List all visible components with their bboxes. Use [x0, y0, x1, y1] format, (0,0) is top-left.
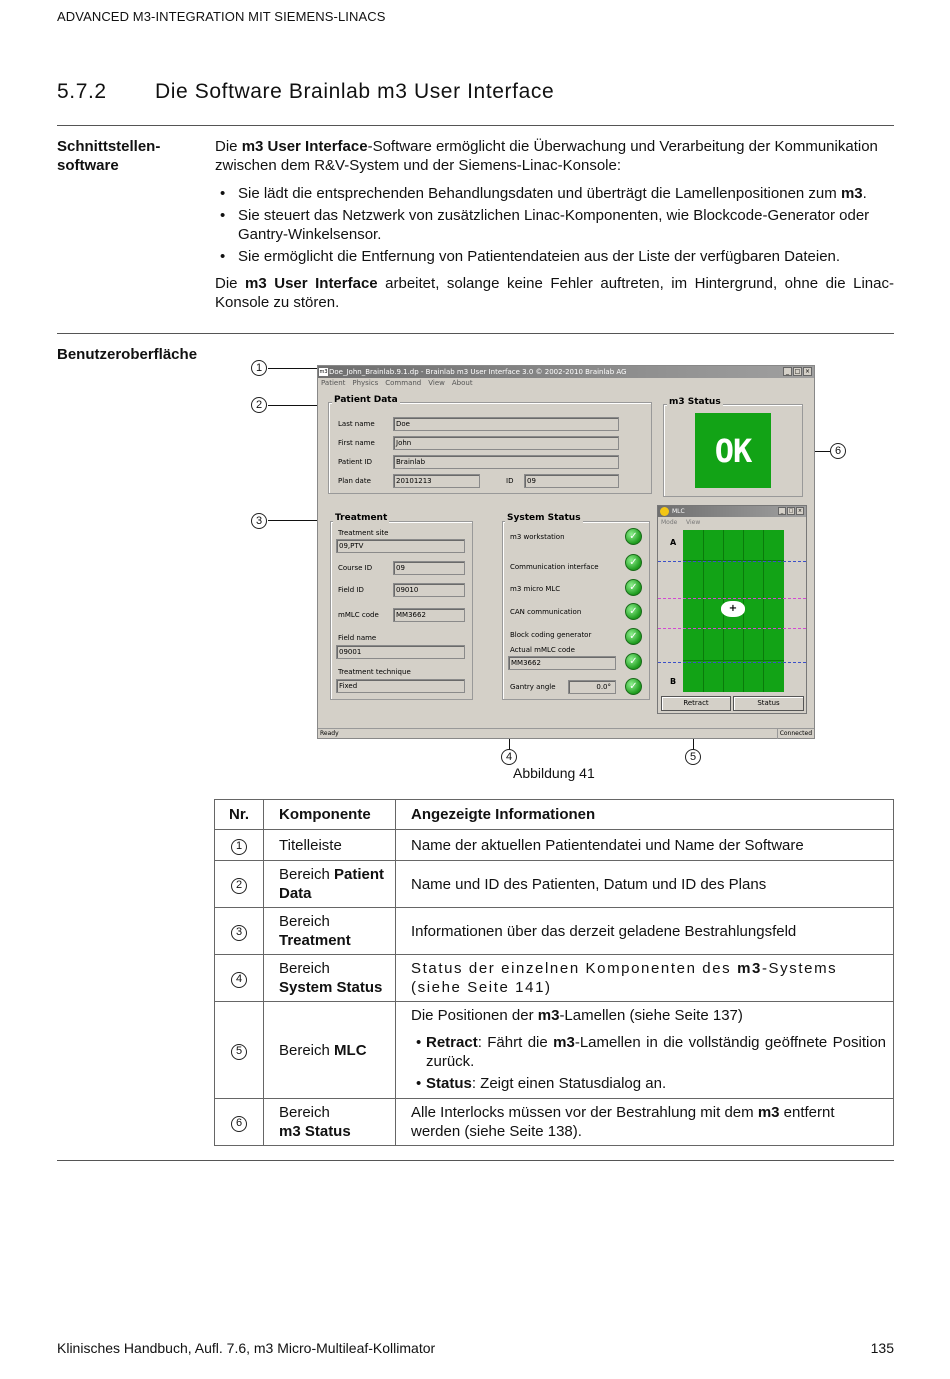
- status-button[interactable]: Status: [733, 696, 804, 711]
- text: Bereich: [279, 866, 335, 883]
- treatment-site-field[interactable]: 09,PTV: [336, 539, 465, 553]
- text: Alle Interlocks müssen vor der Bestrahlung mit dem: [411, 1104, 758, 1121]
- last-name-field[interactable]: Doe: [393, 417, 619, 431]
- patient-id-field[interactable]: Brainlab: [393, 455, 619, 469]
- table-row: [215, 908, 894, 955]
- side-heading-line: software: [57, 157, 119, 174]
- sun-icon: [660, 507, 669, 516]
- app-title: Doe_John_Brainlab.9.1.dp - Brainlab m3 User Interface 3.0 © 2002-2010 Brainlab AG: [329, 368, 627, 376]
- table-row: [215, 955, 894, 1002]
- mlc-leaf-field: [683, 530, 784, 692]
- first-name-field[interactable]: John: [393, 436, 619, 450]
- text: Status der einzelnen Komponenten des: [411, 960, 738, 977]
- divider: [57, 1160, 894, 1161]
- close-icon[interactable]: ×: [804, 368, 811, 375]
- patient-id-label: Patient ID: [338, 458, 373, 466]
- callout-1: 1: [251, 360, 267, 376]
- minimize-icon[interactable]: _: [783, 367, 792, 376]
- component-cell: [264, 861, 396, 908]
- callout-6: 6: [830, 443, 846, 459]
- side-heading-line: Schnittstellen-: [57, 138, 161, 155]
- list-item: [215, 184, 894, 203]
- list-item: [215, 206, 894, 244]
- check-ok-icon: ✓: [625, 528, 642, 545]
- info-cell: Name und ID des Patienten, Datum und ID des Plans: [396, 861, 894, 908]
- crosshair-icon: +: [721, 601, 745, 617]
- callout-4: 4: [501, 749, 517, 765]
- field-id-field[interactable]: 09010: [393, 583, 465, 597]
- mmlc-code-label: mMLC code: [338, 611, 379, 619]
- callout-3: 3: [251, 513, 267, 529]
- retract-button[interactable]: Retract: [661, 696, 731, 711]
- check-ok-icon: ✓: [625, 653, 642, 670]
- check-ok-icon: ✓: [625, 554, 642, 571]
- callout-number: 6: [231, 1116, 247, 1132]
- mlc-bank-b-label: B: [670, 677, 677, 686]
- field-id-label: Field ID: [338, 586, 364, 594]
- component-cell: [264, 908, 396, 955]
- text-bold: m3: [737, 960, 762, 977]
- plan-date-field[interactable]: 20101213: [393, 474, 480, 488]
- last-name-label: Last name: [338, 420, 375, 428]
- info-cell: Name der aktuellen Patientendatei und Name der Software: [396, 830, 894, 861]
- text-bold: m3: [537, 1006, 560, 1024]
- menu-patient[interactable]: Patient: [321, 379, 346, 387]
- leaf-guide-line: [658, 662, 806, 663]
- check-ok-icon: ✓: [625, 628, 642, 645]
- gantry-angle-label: Gantry angle: [510, 683, 556, 691]
- components-table: [214, 799, 894, 1146]
- table-header-row: [215, 800, 894, 830]
- text: -Lamellen (siehe Seite 137): [559, 1006, 743, 1024]
- section-heading: Die Software Brainlab m3 User Interface: [155, 80, 555, 103]
- text: Die: [215, 275, 246, 292]
- check-ok-icon: ✓: [625, 678, 642, 695]
- row-number: [215, 955, 264, 1002]
- m3-user-interface-screenshot: [317, 365, 815, 739]
- text: Bereich: [279, 1104, 330, 1121]
- section-number: 5.7.2: [57, 80, 107, 103]
- callout-5: 5: [685, 749, 701, 765]
- text: Die: [215, 138, 242, 155]
- callout-number: 4: [231, 972, 247, 988]
- header-nr: Nr.: [215, 800, 264, 830]
- text: Sie lädt die entsprechenden Behandlungsdaten und überträgt die Lamellenpositionen zum: [238, 185, 841, 202]
- table-row: [215, 830, 894, 861]
- text: -Systems (siehe Seite 141): [411, 960, 838, 996]
- text-bold: Treatment: [279, 932, 351, 949]
- callout-number: 5: [231, 1044, 247, 1060]
- leaf-guide-line: [658, 598, 806, 599]
- text-bold: m3: [757, 1104, 780, 1121]
- close-icon[interactable]: ×: [797, 508, 803, 514]
- actual-mmlc-label: Actual mMLC code: [510, 646, 575, 654]
- mlc-window-controls: [778, 507, 804, 515]
- text-bold: Patient Data: [279, 866, 385, 902]
- title-bar: [318, 366, 814, 378]
- mlc-window: [657, 505, 807, 714]
- table-row: [215, 861, 894, 908]
- list-item: [215, 247, 894, 266]
- component-cell: [264, 1002, 396, 1099]
- feature-list: [215, 184, 894, 266]
- info-cell: [396, 1002, 894, 1099]
- divider: [57, 333, 894, 334]
- leaf-guide-line: [658, 561, 806, 562]
- list-item: [411, 1033, 886, 1071]
- treatment-technique-label: Treatment technique: [338, 668, 411, 676]
- page-number: 135: [870, 1340, 894, 1356]
- component-cell: [264, 955, 396, 1002]
- status-left: Ready: [320, 730, 339, 737]
- system-status-title: System Status: [507, 513, 581, 523]
- course-id-label: Course ID: [338, 564, 373, 572]
- text-bold: System Status: [279, 979, 383, 996]
- maximize-icon[interactable]: □: [788, 508, 794, 514]
- actual-mmlc-field[interactable]: MM3662: [508, 656, 616, 670]
- text-bold: m3 Status: [279, 1123, 351, 1140]
- row-number: [215, 1099, 264, 1146]
- menu-command[interactable]: Command: [385, 379, 422, 387]
- callout-number: 1: [231, 839, 247, 855]
- info-cell: [396, 955, 894, 1002]
- row-number: [215, 908, 264, 955]
- menu-physics[interactable]: Physics: [352, 379, 379, 387]
- text: Bereich: [279, 913, 330, 930]
- row-number: [215, 861, 264, 908]
- status-item-label: Communication interface: [510, 563, 599, 571]
- minimize-icon[interactable]: _: [778, 507, 786, 515]
- text: .: [862, 185, 867, 202]
- menu-bar: [321, 379, 473, 387]
- row-number: [215, 1002, 264, 1099]
- callout-number: 2: [231, 878, 247, 894]
- text-bold: MLC: [334, 1041, 367, 1059]
- check-ok-icon: ✓: [625, 603, 642, 620]
- text-bold: Retract: [426, 1033, 478, 1051]
- status-item-label: m3 workstation: [510, 533, 565, 541]
- patient-data-title: Patient Data: [334, 395, 398, 405]
- text: entfernt werden (siehe Seite 138).: [411, 1104, 835, 1140]
- intro-paragraph: [215, 137, 894, 175]
- text-bold: m3: [840, 185, 863, 202]
- treatment-site-label: Treatment site: [338, 529, 389, 537]
- row-number: [215, 830, 264, 861]
- leaf-guide-line: [658, 628, 806, 629]
- field-name-label: Field name: [338, 634, 377, 642]
- text: Sie ermöglicht die Entfernung von Patientendateien aus der Liste der verfügbaren Dateien.: [238, 248, 841, 265]
- window-controls: [783, 367, 812, 376]
- plan-date-label: Plan date: [338, 477, 371, 485]
- status-right: Connected: [777, 729, 812, 739]
- figure-caption: Abbildung 41: [513, 765, 595, 781]
- text: -Lamellen in die vollständig geöffnete Position zurück.: [426, 1033, 886, 1070]
- treatment-technique-field[interactable]: Fixed: [336, 679, 465, 693]
- mlc-title: MLC: [672, 508, 685, 515]
- m3-status-title: m3 Status: [669, 397, 721, 407]
- section-title: [57, 80, 554, 104]
- info-cell: [396, 1099, 894, 1146]
- footer-left: Klinisches Handbuch, Aufl. 7.6, m3 Micro-Multileaf-Kollimator: [57, 1340, 436, 1356]
- table-row: [215, 1099, 894, 1146]
- mlc-button-list: [411, 1033, 886, 1093]
- first-name-label: First name: [338, 439, 375, 447]
- running-header: ADVANCED M3-INTEGRATION MIT SIEMENS-LINACS: [57, 9, 386, 24]
- mlc-menu-mode[interactable]: Mode: [661, 519, 678, 526]
- text: -Software ermöglicht die Überwachung und Verarbeitung der Kommunikation zwischen dem R&V-System und der Siemens-Linac-Konsole:: [215, 138, 878, 174]
- gantry-angle-field[interactable]: 0.0°: [568, 680, 616, 694]
- header-component: Komponente: [264, 800, 396, 830]
- field-name-field[interactable]: 09001: [336, 645, 465, 659]
- callout-2: 2: [251, 397, 267, 413]
- text-bold: m3: [553, 1033, 575, 1051]
- text-bold: m3 User Interface: [241, 138, 368, 155]
- side-heading-ui: Benutzeroberfläche: [57, 346, 198, 363]
- mlc-menu-view[interactable]: View: [686, 519, 701, 526]
- table-row: [215, 1002, 894, 1099]
- component-cell: Titelleiste: [264, 830, 396, 861]
- component-cell: [264, 1099, 396, 1146]
- treatment-title: Treatment: [335, 513, 388, 523]
- menu-view[interactable]: View: [428, 379, 445, 387]
- interface-software-text: [215, 137, 894, 312]
- text: Bereich: [279, 1041, 335, 1059]
- mlc-bank-a-label: A: [670, 538, 677, 547]
- list-item: [411, 1074, 886, 1093]
- text: : Fährt die: [477, 1033, 554, 1051]
- divider: [57, 125, 894, 126]
- app-icon: m3: [319, 369, 328, 375]
- text-bold: Status: [426, 1074, 472, 1092]
- side-heading-interface-software: [57, 137, 160, 175]
- m3-status-ok-indicator[interactable]: OK: [695, 413, 771, 488]
- info-cell: Informationen über das derzeit geladene Bestrahlungsfeld: [396, 908, 894, 955]
- status-item-label: m3 micro MLC: [510, 585, 561, 593]
- course-id-field[interactable]: 09: [393, 561, 465, 575]
- callout-line: [268, 368, 320, 369]
- callout-number: 3: [231, 925, 247, 941]
- outro-paragraph: [215, 274, 894, 312]
- text-bold: m3 User Interface: [245, 275, 378, 292]
- text: Die Positionen der: [411, 1006, 538, 1024]
- text: arbeitet, solange keine Fehler auftreten, im Hintergrund, ohne die Linac-Konsole zu stören.: [215, 275, 894, 311]
- text: Sie steuert das Netzwerk von zusätzlichen Linac-Komponenten, wie Blockcode-Generator oder Gantry-Winkelsensor.: [238, 207, 870, 243]
- plan-id-label: ID: [506, 477, 514, 485]
- plan-id-field[interactable]: 09: [524, 474, 619, 488]
- status-bar: [318, 728, 814, 738]
- menu-about[interactable]: About: [451, 379, 473, 387]
- text: Bereich: [279, 960, 330, 977]
- status-item-label: Block coding generator: [510, 631, 592, 639]
- mmlc-code-field[interactable]: MM3662: [393, 608, 465, 622]
- status-item-label: CAN communication: [510, 608, 582, 616]
- maximize-icon[interactable]: □: [794, 368, 801, 375]
- mlc-info-text: [411, 1006, 886, 1025]
- text: : Zeigt einen Statusdialog an.: [471, 1074, 667, 1092]
- header-info: Angezeigte Informationen: [396, 800, 894, 830]
- check-ok-icon: ✓: [625, 579, 642, 596]
